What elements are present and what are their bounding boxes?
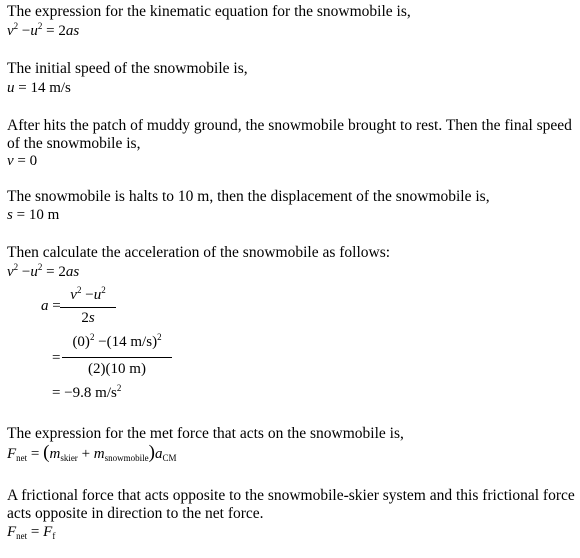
equation-a-lhs: a = xyxy=(41,298,61,314)
text-friction-line1: A frictional force that acts opposite to the snowmobile-skier system and this frictional force xyxy=(7,487,575,504)
equation-friction: $F_{net} = F_f$ xyxy=(7,524,56,541)
fraction-numerator-2: $(0)^2 -(14$ m/s)$^2$ xyxy=(72,332,162,350)
equation-kinematic: $v^2 -u^2 = 2as$ xyxy=(7,21,80,39)
fraction-numerator-1: $v^2 -u^2$ xyxy=(70,285,106,303)
text-final-speed-line2: of the snowmobile is, xyxy=(7,135,141,152)
fraction-bar-2 xyxy=(62,357,172,358)
fraction-bar-1 xyxy=(60,307,116,308)
equals-sign-2: = xyxy=(52,350,61,366)
fraction-denominator-1: 2s xyxy=(81,310,95,326)
text-kinematic-intro: The expression for the kinematic equation for the snowmobile is, xyxy=(7,3,411,20)
equation-displacement: s = 10 m xyxy=(7,207,60,223)
equation-initial-speed: u = 14 m/s xyxy=(7,80,71,96)
text-net-force-intro: The expression for the met force that acts on the snowmobile is, xyxy=(7,425,404,442)
text-acceleration-intro: Then calculate the acceleration of the snowmobile as follows: xyxy=(7,244,391,261)
fraction-denominator-2: (2)(10 m) xyxy=(88,361,146,377)
equation-acceleration-result: = −9.8 $m/s^2$ xyxy=(52,383,122,401)
text-friction-line2: acts opposite in direction to the net force. xyxy=(7,505,264,522)
equation-final-speed: v = 0 xyxy=(7,153,38,169)
text-initial-speed: The initial speed of the snowmobile is, xyxy=(7,60,248,77)
equation-net-force: $F_{net} = (m_{skier} + m_{snowmobile})a_{CM}$ xyxy=(7,442,177,463)
text-final-speed-line1: After hits the patch of muddy ground, the snowmobile brought to rest. Then the final speed xyxy=(7,117,572,134)
text-displacement: The snowmobile is halts to 10 m, then the displacement of the snowmobile is, xyxy=(7,188,490,205)
equation-kinematic-repeat: $v^2 -u^2 = 2as$ xyxy=(7,262,80,280)
